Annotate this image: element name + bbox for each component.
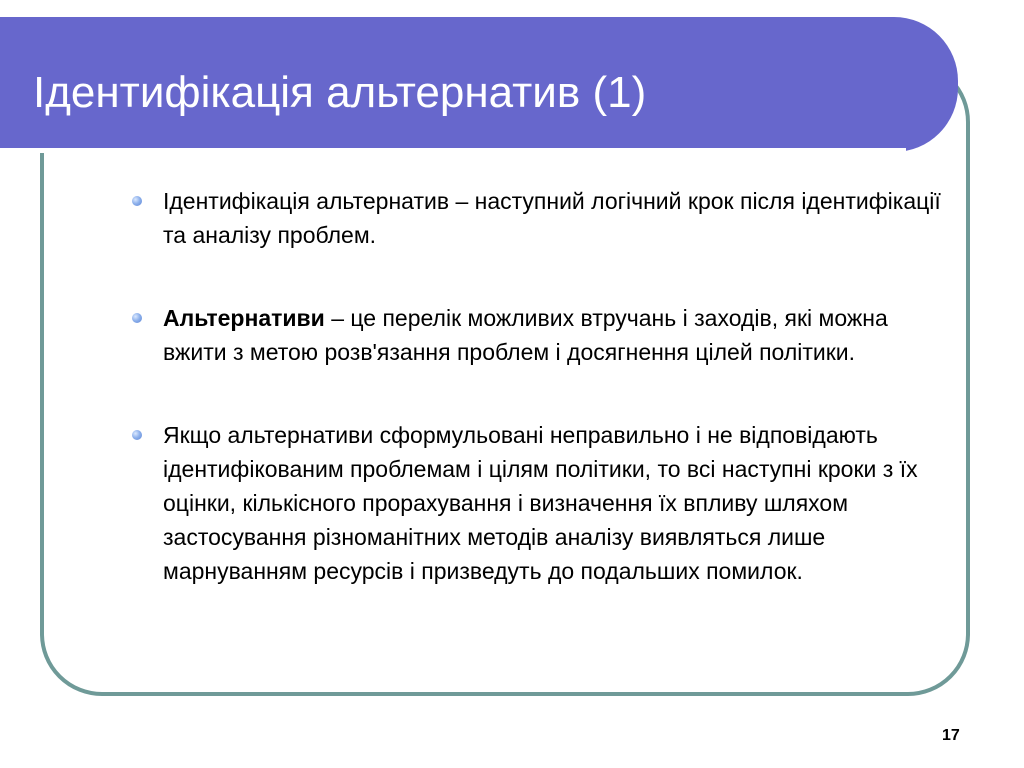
bullet-text: Якщо альтернативи сформульовані неправильно і не відповідають ідентифікованим проблемам і цілям політики, то всі наступні кроки з їх оцінки, кількісного прорахування і визначення їх впливу шляхом застосування різноманітних методів аналізу виявляться лише марнуванням ресурсів і призведуть до подальших помилок. [163,422,918,584]
bullet-item [128,184,948,252]
slide-title: Ідентифікація альтернатив (1) [33,68,647,117]
bullet-list [128,184,948,588]
bullet-icon [132,313,142,323]
title-divider [0,148,906,153]
bullet-item [128,301,948,369]
bullet-icon [132,430,142,440]
bullet-text: Ідентифікація альтернатив – наступний логічний крок після ідентифікації та аналізу проблем. [163,188,941,248]
bullet-term: Альтернативи [163,305,325,331]
page-number: 17 [942,727,960,744]
bullet-icon [132,196,142,206]
title-bar [0,17,958,152]
bullet-text: – це перелік можливих втручань і заходів, які можна вжити з метою розв'язання проблем і досягнення цілей політики. [163,305,888,365]
bullet-item [128,418,948,588]
